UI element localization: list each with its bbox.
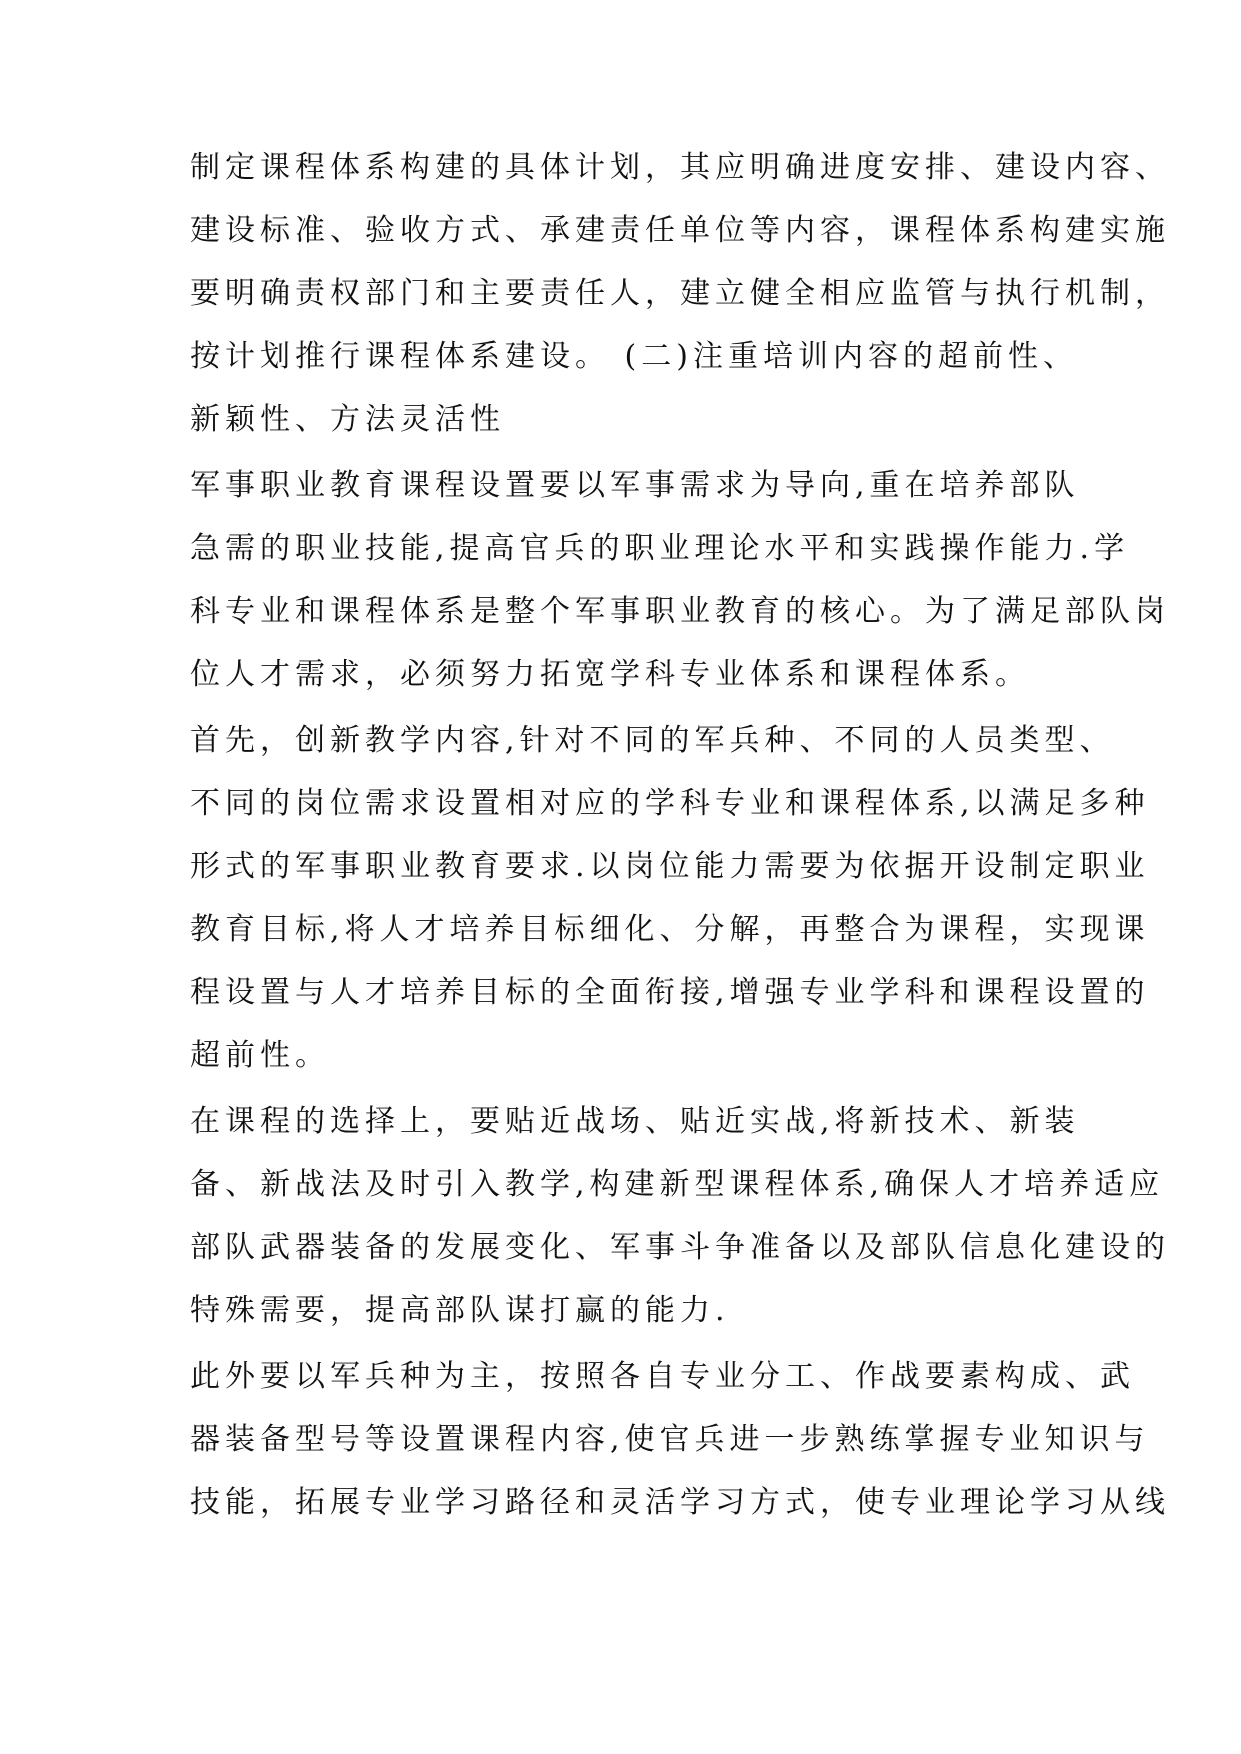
text-line: 首先，创新教学内容,针对不同的军兵种、不同的人员类型、 [190, 723, 1115, 758]
text-line: 急需的职业技能,提高官兵的职业理论水平和实践操作能力.学 [190, 531, 1130, 566]
text-line: 建设标准、验收方式、承建责任单位等内容，课程体系构建实施 [190, 213, 1170, 248]
text-line: 器装备型号等设置课程内容,使官兵进一步熟练掌握专业知识与 [190, 1422, 1150, 1457]
text-line: 特殊需要，提高部队谋打赢的能力. [190, 1293, 730, 1328]
text-line: 形式的军事职业教育要求.以岗位能力需要为依据开设制定职业 [190, 849, 1150, 884]
text-line: 位人才需求，必须努力拓宽学科专业体系和课程体系。 [190, 657, 1030, 692]
text-line: 超前性。 [190, 1038, 330, 1073]
text-line: 军事职业教育课程设置要以军事需求为导向,重在培养部队 [190, 468, 1080, 503]
text-line: 备、新战法及时引入教学,构建新型课程体系,确保人才培养适应 [190, 1167, 1165, 1202]
text-line: 技能，拓展专业学习路径和灵活学习方式，使专业理论学习从线 [190, 1485, 1170, 1520]
text-line: 此外要以军兵种为主，按照各自专业分工、作战要素构成、武 [190, 1359, 1135, 1394]
text-line: 新颖性、方法灵活性 [190, 402, 505, 437]
text-line: 教育目标,将人才培养目标细化、分解，再整合为课程，实现课 [190, 912, 1150, 947]
text-line: 不同的岗位需求设置相对应的学科专业和课程体系,以满足多种 [190, 786, 1150, 821]
text-line: 在课程的选择上，要贴近战场、贴近实战,将新技术、新装 [190, 1104, 1080, 1139]
text-line: 部队武器装备的发展变化、军事斗争准备以及部队信息化建设的 [190, 1230, 1170, 1265]
text-line: 制定课程体系构建的具体计划，其应明确进度安排、建设内容、 [190, 150, 1170, 185]
text-line: 科专业和课程体系是整个军事职业教育的核心。为了满足部队岗 [190, 594, 1170, 629]
text-line: 按计划推行课程体系建设。 (二)注重培训内容的超前性、 [190, 339, 1078, 374]
text-line: 程设置与人才培养目标的全面衔接,增强专业学科和课程设置的 [190, 975, 1150, 1010]
text-line: 要明确责权部门和主要责任人，建立健全相应监管与执行机制， [190, 276, 1170, 311]
